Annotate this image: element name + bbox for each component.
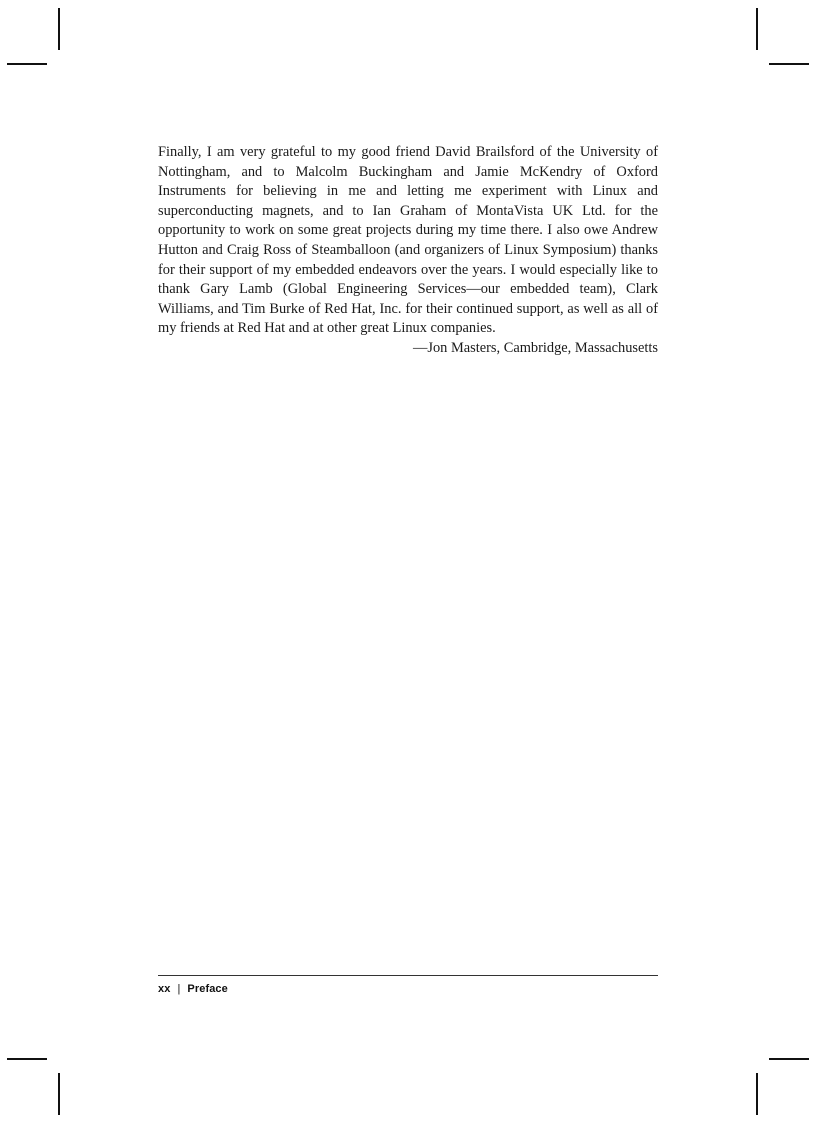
crop-mark-top-left-vertical [58, 8, 60, 50]
page-content [158, 143, 658, 359]
crop-mark-bottom-right-horizontal [769, 1058, 809, 1060]
footer-rule [158, 975, 658, 976]
author-signature: —Jon Masters, Cambridge, Massachusetts [412, 339, 658, 356]
page-footer [158, 983, 228, 995]
crop-mark-bottom-left-vertical [58, 1073, 60, 1115]
footer-separator: | [177, 983, 181, 995]
acknowledgement-paragraph: Finally, I am very grateful to my good friend David Brailsford of the University of Nottingham, and to Malcolm Buckingham and Jamie McKendry of Oxford Instruments for believing in me and letting me experiment with Linux and superconducting magnets, and to Ian Graham of MontaVista UK Ltd. for the opportunity to work on some great projects during my time there. I also owe Andrew Hutton and Craig Ross of Steamballoon (and organizers of Linux Symposium) thanks for their support of my embedded endeavors over the years. I would especially like to thank Gary Lamb (Global Engineering Services—our embedded team), Clark Williams, and Tim Burke of Red Hat, Inc. for their continued support, as well as all of my friends at Red Hat and at other great Linux companies. [158, 144, 658, 337]
section-title: Preface [187, 983, 228, 995]
crop-mark-top-left-horizontal [7, 63, 47, 65]
crop-mark-bottom-left-horizontal [7, 1058, 47, 1060]
crop-mark-top-right-vertical [756, 8, 758, 50]
crop-mark-bottom-right-vertical [756, 1073, 758, 1115]
page-number: xx [158, 983, 171, 995]
crop-mark-top-right-horizontal [769, 63, 809, 65]
